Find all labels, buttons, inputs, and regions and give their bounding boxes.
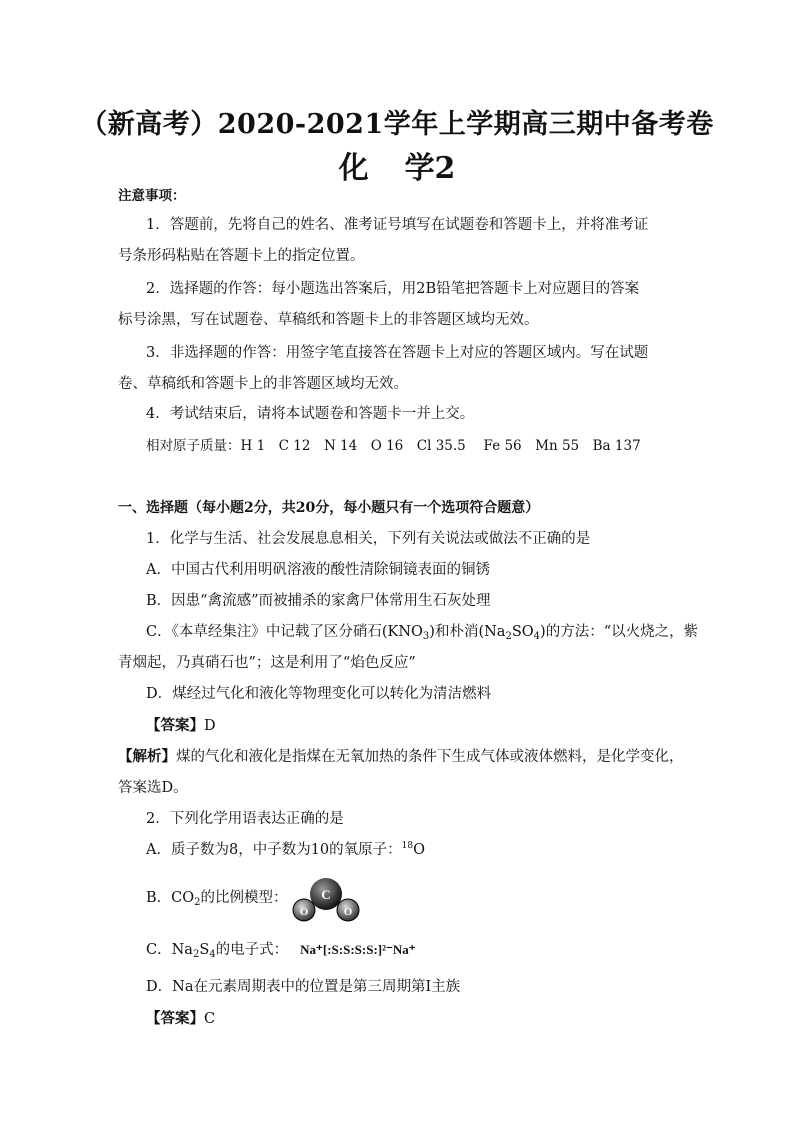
q1-option-d: D．煤经过气化和液化等物理变化可以转化为清洁燃料 <box>146 686 492 702</box>
atomic-masses: 相对原子质量：H 1 C 12 N 14 O 16 Cl 35.5 Fe 56 Mn 55 Ba 137 <box>146 438 641 454</box>
q2-stem: 2．下列化学用语表达正确的是 <box>146 811 344 827</box>
q1-option-a: A．中国古代利用明矾溶液的酸性清除铜镜表面的铜锈 <box>146 562 490 578</box>
q1-c-sub-2: 2 <box>505 631 512 642</box>
q1-analysis-line-1 <box>118 747 688 767</box>
q2-c-text-1: C．Na <box>146 942 193 958</box>
q2-option-d: D．Na在元素周期表中的位置是第三周期第Ⅰ主族 <box>146 979 461 995</box>
q2-c-text-3: 的电子式： <box>215 942 289 958</box>
q2-answer-value: C <box>204 1011 216 1027</box>
q2-answer-tag: 【答案】 <box>146 1010 204 1027</box>
oxygen-label-2: O <box>343 906 353 918</box>
q1-option-c-line-1 <box>146 622 699 642</box>
q1-c-text-3: SO <box>511 624 534 640</box>
note-3-line-2: 卷、草稿纸和答题卡上的非答题区域均无效。 <box>118 376 408 392</box>
co2-ball-model-image <box>286 876 366 924</box>
q2-b-text-2: 的比例模型： <box>200 890 288 906</box>
note-3-line-1: 3．非选择题的作答：用签字笔直接答在答题卡上对应的答题区域内。写在试题 <box>146 345 649 361</box>
q1-answer <box>146 716 688 736</box>
q2-a-symbol: O <box>413 842 425 858</box>
q1-stem: 1．化学与生活、社会发展息息相关，下列有关说法或做法不正确的是 <box>146 531 591 547</box>
note-2-line-2: 标号涂黑，写在试题卷、草稿纸和答题卡上的非答题区域均无效。 <box>118 312 539 328</box>
q2-option-c <box>146 940 688 960</box>
q1-analysis-text: 煤的气化和液化是指煤在无氧加热的条件下生成气体或液体燃料，是化学变化， <box>176 749 684 765</box>
q2-c-sub-1: 2 <box>192 949 200 960</box>
q2-b-text-1: B．CO <box>146 890 195 906</box>
q1-analysis-tag: 【解析】 <box>118 748 176 765</box>
q2-c-sub-2: 4 <box>209 949 216 960</box>
q1-answer-tag: 【答案】 <box>146 717 204 734</box>
note-4: 4．考试结束后，请将本试题卷和答题卡一并上交。 <box>146 406 475 422</box>
q1-option-c-line-2: 青烟起，乃真硝石也”；这是利用了“焰色反应” <box>118 655 416 671</box>
q2-option-b <box>146 888 688 908</box>
q2-a-mass-number: 18 <box>401 841 414 851</box>
carbon-label: C <box>321 887 331 902</box>
q1-c-sub-3: 4 <box>533 631 541 642</box>
q2-a-text: A．质子数为8，中子数为10的氧原子： <box>146 842 402 858</box>
q1-c-text-1: C．《本草经集注》中记载了区分硝石(KNO <box>146 624 423 640</box>
subject-char-2: 学2 <box>404 151 456 186</box>
q2-option-a <box>146 840 688 860</box>
section-1-heading: 一、选择题（每小题2分，共20分，每小题只有一个选项符合题意） <box>118 500 540 516</box>
note-1-line-2: 号条形码粘贴在答题卡上的指定位置。 <box>118 248 365 264</box>
q1-answer-value: D <box>204 718 216 734</box>
q2-b-sub: 2 <box>194 897 201 908</box>
notes-heading: 注意事项： <box>118 188 186 204</box>
q1-c-sub-1: 3 <box>422 631 430 642</box>
note-2-line-1: 2．选择题的作答：每小题选出答案后，用2B铅笔把答题卡上对应题目的答案 <box>146 281 640 297</box>
q2-answer <box>146 1009 688 1029</box>
q2-c-text-2: S <box>199 942 210 958</box>
exam-title: （新高考）2020-2021学年上学期高三期中备考卷 <box>80 109 714 140</box>
subject-title <box>0 143 794 187</box>
q1-c-text-4: )的方法：“以火烧之，紫 <box>540 624 699 640</box>
note-1-line-1: 1．答题前，先将自己的姓名、准考证号填写在试题卷和答题卡上，并将准考证 <box>146 217 649 233</box>
q2-c-electron-formula: Na⁺[:S:S:S:S:]²⁻Na⁺ <box>300 942 416 957</box>
oxygen-label-1: O <box>299 906 309 918</box>
subject-char-1: 化 <box>338 151 369 186</box>
q1-c-text-2: )和朴消(Na <box>429 624 506 640</box>
q1-analysis-line-2: 答案选D。 <box>118 780 188 796</box>
q1-option-b: B．因患“禽流感”而被捕杀的家禽尸体常用生石灰处理 <box>146 593 491 609</box>
